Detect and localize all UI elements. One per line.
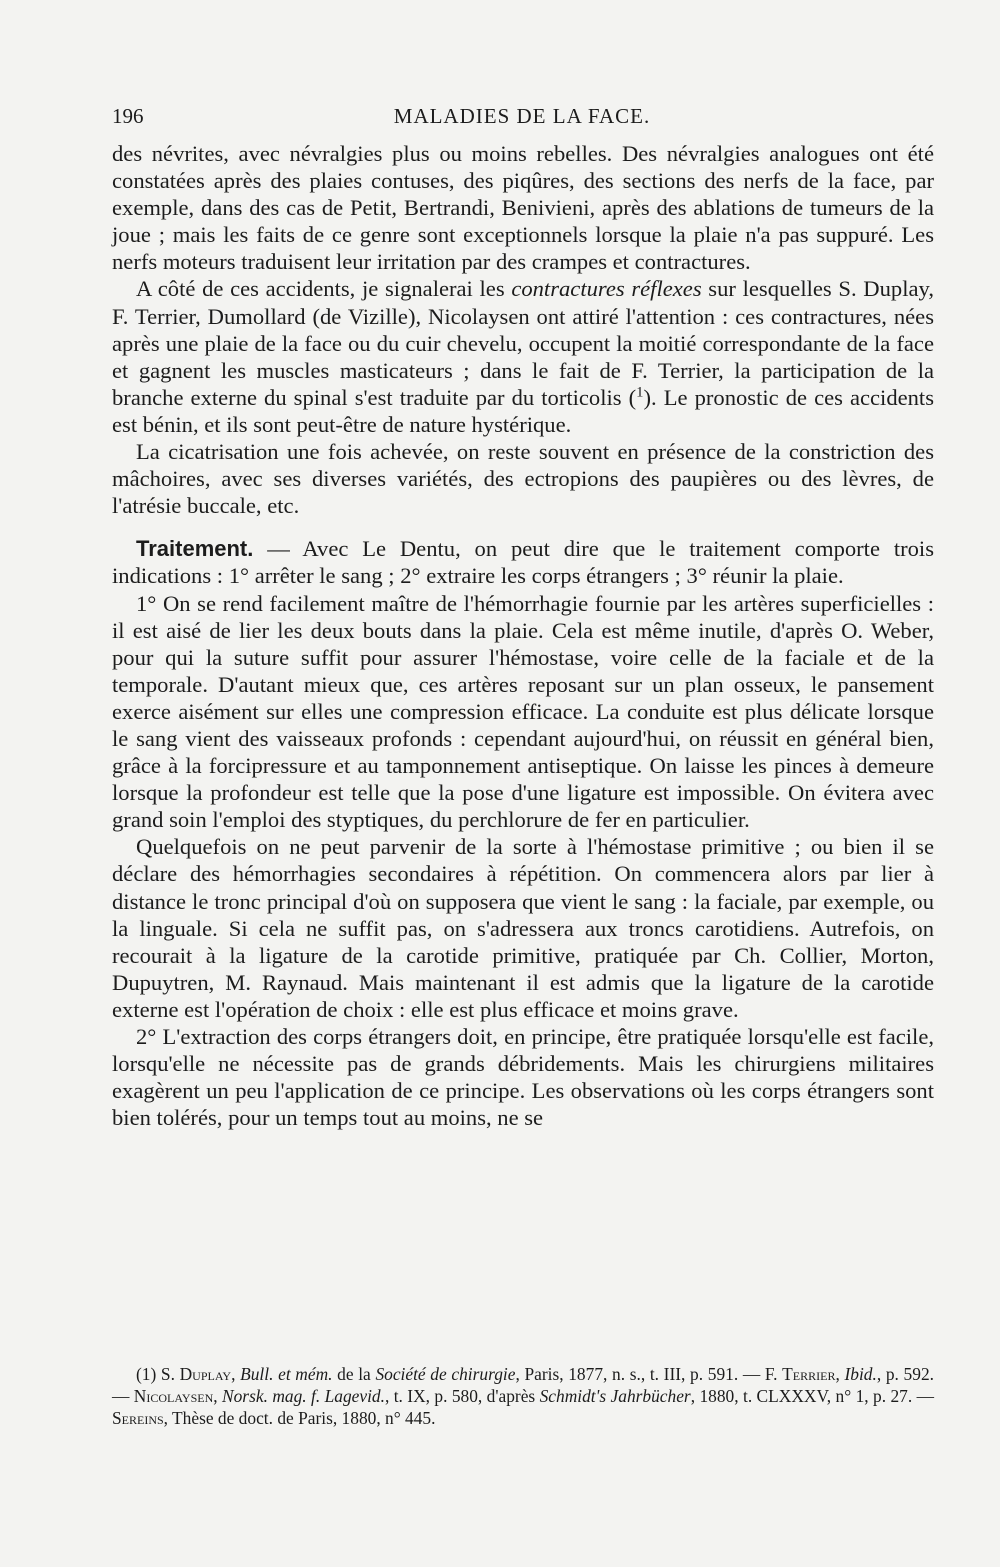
footnote-reference[interactable]: 1	[636, 384, 644, 401]
paragraph: 2° L'extraction des corps étrangers doit, en principe, être pratiquée lorsqu'elle est facile, lorsqu'elle ne nécessite pas de grands débridements. Mais les chirurgiens militaires exagèrent un peu l'application de ce principe. Les observations où les corps étrangers sont bien tolérés, pour un temps tout au moins, ne se	[112, 1024, 934, 1131]
paragraph: 1° On se rend facilement maître de l'hémorrhagie fournie par les artères superficielles : il est aisé de lier les deux bouts dans la plaie. Cela est même inutile, d'après O. Weber, pour qui la suture suffit pour assurer l'hémostase, voire celle de la faciale et de la temporale. D'autant mieux que, ces artères reposant sur un plan osseux, le pansement exerce aisément sur elles une compression efficace. La conduite est plus délicate lorsque le sang vient des vaisseaux profonds : cependant aujourd'hui, on réussit en général bien, grâce à la forcipressure et au tamponnement antiseptique. On laisse les pinces à demeure lorsque la profondeur est telle que la pose d'une ligature est impossible. On évitera avec grand soin l'emploi des styptiques, du perchlorure de fer en particulier.	[112, 590, 934, 833]
author-name: Sereins	[112, 1408, 164, 1428]
section-heading: Traitement.	[136, 536, 254, 562]
body-text	[112, 140, 934, 1131]
paragraph: La cicatrisation une fois achevée, on reste souvent en présence de la constriction des mâchoires, avec ses diverses variétés, des ectropions des paupières ou des lèvres, de l'atrésie buccale, etc.	[112, 439, 934, 519]
italic-term: contractures réflexes	[511, 276, 702, 302]
paragraph: des névrites, avec névralgies plus ou moins rebelles. Des névralgies analogues ont été constatées après des plaies contuses, des piqûres, des sections des nerfs de la face, par exemple, dans des cas de Petit, Bertrandi, Benivieni, après des ablations de tumeurs de la joue ; mais les faits de ce genre sont exceptionnels lorsque la plaie n'a pas suppuré. Les nerfs moteurs traduisent leur irritation par des crampes et contractures.	[112, 141, 934, 275]
author-name: Nicolaysen	[133, 1386, 214, 1406]
page-header	[112, 104, 932, 132]
paragraph: A côté de ces accidents, je signalerai les contractures réflexes sur lesquelles S. Duplay, F. Terrier, Dumollard (de Vizille), Nicolaysen ont attiré l'attention : ces contractures, nées après une plaie de la face ou du cuir chevelu, occupent la moitié correspondante de la face et gagnent les muscles masticateurs ; dans le fait de F. Terrier, la participation de la branche externe du spinal s'est traduite par du torticolis ($^1$). Le pronostic de ces accidents est bénin, et ils sont peut-être de nature hystérique.	[112, 276, 935, 437]
author-name: Terrier	[782, 1364, 836, 1384]
footnotes	[112, 1363, 934, 1429]
page-number: 196	[112, 104, 144, 128]
author-name: Duplay	[179, 1364, 232, 1384]
paragraph: Quelquefois on ne peut parvenir de la sorte à l'hémostase primitive ; ou bien il se déclare des hémorrhagies secondaires à répétition. On commencera alors par lier à distance le tronc principal d'où on supposera que vient le sang : la faciale, par exemple, ou la linguale. Si cela ne suffit pas, on s'adressera aux troncs carotidiens. Autrefois, on recourait à la ligature de la carotide primitive, pratiquée par Ch. Collier, Morton, Dupuytren, M. Raynaud. Mais maintenant il est admis que la ligature de la carotide externe est l'opération de choix : elle est plus efficace et moins grave.	[112, 834, 934, 1022]
running-title: MALADIES DE LA FACE.	[393, 104, 651, 128]
footnote: (1) S. Duplay, Bull. et mém. de la Société de chirurgie, Paris, 1877, n. s., t. III, p. 591. — F. Terrier, Ibid., p. 592. — Nicolaysen, Norsk. mag. f. Lagevid., t. IX, p. 580, d'après Schmidt's Jahrbücher, 1880, t. CLXXXV, n° 1, p. 27. — Sereins, Thèse de doct. de Paris, 1880, n° 445.	[112, 1364, 934, 1428]
footnote-mark: (1)	[136, 1364, 157, 1384]
paragraph: Traitement. — Avec Le Dentu, on peut dire que le traitement comporte trois indications : 1° arrêter le sang ; 2° extraire les corps étrangers ; 3° réunir la plaie.	[112, 536, 934, 589]
